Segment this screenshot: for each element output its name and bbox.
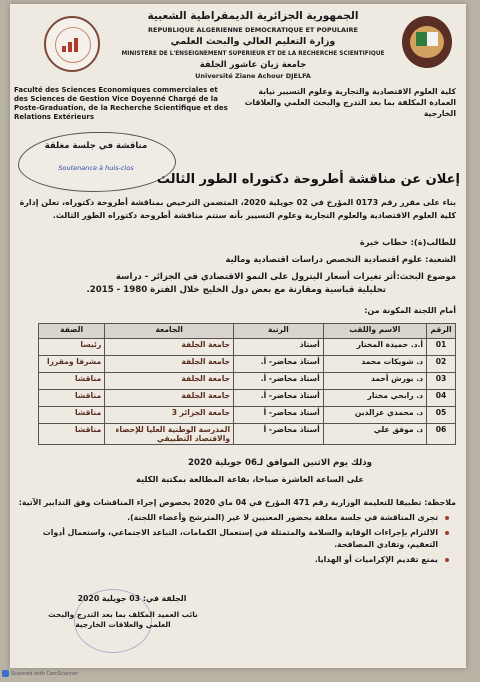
republic-fr: REPUBLIQUE ALGERIENNE DEMOCRATIQUE ET POPULAIRE xyxy=(148,26,358,34)
signature-title: نائب العميد المكلف بما بعد التدرج والبحث العلمي والعلاقات الخارجية xyxy=(48,610,198,629)
col-rank: الرتبة xyxy=(234,324,324,339)
row-university: جامعة الجلفة xyxy=(105,373,234,390)
col-university: الجامعة xyxy=(105,324,234,339)
committee-header: أمام اللجنة المكونة من: xyxy=(364,306,456,315)
row-num: 01 xyxy=(427,339,456,356)
row-num: 06 xyxy=(427,424,456,445)
subject-block xyxy=(18,270,456,297)
row-university: جامعة الجلفة xyxy=(105,356,234,373)
subject-line-2: تحليلية قياسية ومقارنة مع بعض دول الخليج خلال الفترة 1980 - 2015. xyxy=(86,285,386,295)
row-university: جامعة الجلفة xyxy=(105,390,234,407)
row-name: د. محمدي عزالدين xyxy=(323,407,426,424)
list-item: يمنع تقديم الإكراميات أو الهدايا. xyxy=(18,554,438,566)
col-role: الصفة xyxy=(39,324,105,339)
footer-text: Scanned with CamScanner xyxy=(11,671,79,677)
row-university: المدرسة الوطنية العليا للإحصاء والاقتصاد التطبيقي xyxy=(105,424,234,445)
table-row xyxy=(39,373,456,390)
announcement-title: إعلان عن مناقشة أطروحة دكتوراه الطور الثالث xyxy=(156,172,460,187)
row-num: 03 xyxy=(427,373,456,390)
stamp-title: مناقشة في جلسة مغلقة xyxy=(44,141,148,151)
scanner-footer xyxy=(2,670,202,677)
row-role: مناقشا xyxy=(39,424,105,445)
announcement-body: بناء على مقرر رقم 0173 المؤرخ في 02 جويلية 2020، المتضمن الترخيص بمناقشة أطروحة دكتوراه، تعلن إدارة كلية العلوم الاقتصادية والعلوم التجارية وعلوم التسيير بأنه ستتم مناقشة أطروحة دكتوراه الطور الثالث. xyxy=(19,198,456,220)
row-name: د. موفق علي xyxy=(323,424,426,445)
row-role: مناقشا xyxy=(39,407,105,424)
defense-time-place: على الساعة العاشرة صباحا، بقاعة المطالعة بمكتبة الكلية xyxy=(136,474,364,484)
ministry-fr: MINISTERE DE L'ENSEIGNEMENT SUPERIEUR ET DE LA RECHERCHE SCIENTIFIQUE xyxy=(121,51,385,57)
row-role: رئيسا xyxy=(39,339,105,356)
document-page xyxy=(10,4,466,668)
subject-line-1: أثر تغيرات أسعار البترول على النمو الاقتصادي في الجزائر - دراسة xyxy=(115,272,396,282)
row-university: جامعة الجلفة xyxy=(105,339,234,356)
faculty-ar: كلية العلوم الاقتصادية والتجارية وعلوم التسيير نيابة العمادة المكلفة بما بعد التدرج والبحث العلمي والعلاقات الخارجية xyxy=(244,87,456,118)
row-name: د. رابحي مختار xyxy=(323,390,426,407)
candidate-label: للطالب(ة): xyxy=(410,237,456,247)
row-name: أ.د. حميدة المختار xyxy=(323,339,426,356)
table-row xyxy=(39,407,456,424)
table-row xyxy=(39,424,456,445)
row-name: د. شويكات محمد xyxy=(323,356,426,373)
division-line xyxy=(18,254,456,264)
row-role: مشرفا ومقررا xyxy=(39,356,105,373)
row-name: د. بورش أحمد xyxy=(323,373,426,390)
signature-date: الجلفة في: 03 جويلية 2020 xyxy=(77,594,187,603)
row-num: 05 xyxy=(427,407,456,424)
faculty-logo xyxy=(44,16,100,72)
camscanner-icon xyxy=(2,670,9,677)
table-header-row xyxy=(39,324,456,339)
division-label: الشعبة: xyxy=(425,254,456,264)
row-rank: أستاذ محاضر- أ. xyxy=(234,390,324,407)
row-rank: أستاذ محاضر- أ. xyxy=(234,373,324,390)
ministry-ar: وزارة التعليم العالي والبحث العلمي xyxy=(170,36,336,47)
specialty-value: دراسات اقتصادية ومالية xyxy=(225,254,324,264)
row-num: 04 xyxy=(427,390,456,407)
note-intro: ملاحظة: تطبيقا للتعليمة الوزارية رقم 471 المؤرخ في 04 ماي 2020 بخصوص إجراء المناقشات وفق التدابير الآتية: xyxy=(18,498,456,507)
row-rank: أستاذ xyxy=(234,339,324,356)
row-rank: أستاذ محاضر- أ xyxy=(234,424,324,445)
table-row xyxy=(39,356,456,373)
defense-date: وذلك يوم الاثنين الموافق لـ06 جويلية 2020 xyxy=(188,458,372,468)
table-row xyxy=(39,339,456,356)
list-item: تجرى المناقشة في جلسة مغلقة بحضور المعنيين لا غير (المترشح وأعضاء اللجنة). xyxy=(18,512,438,524)
university-fr: Université Ziane Achour DJELFA xyxy=(195,72,311,80)
faculty-fr: Faculté des Sciences Economiques commerciales et des Sciences de Gestion Vice Doyenné Chargé de la Poste-Graduation, de la Recherche Scientifique et des Relations Extérieurs xyxy=(14,86,228,121)
row-role: مناقشا xyxy=(39,390,105,407)
candidate-line xyxy=(130,237,456,247)
candidate-name: حطاب خيرة xyxy=(359,237,408,247)
university-logo xyxy=(402,16,452,68)
row-num: 02 xyxy=(427,356,456,373)
republic-ar: الجمهورية الجزائرية الديمقراطية الشعبية xyxy=(147,10,359,22)
row-university: جامعة الجزائر 3 xyxy=(105,407,234,424)
committee-table xyxy=(38,323,456,445)
row-rank: أستاذ محاضر- أ. xyxy=(234,356,324,373)
col-name: الاسم واللقب xyxy=(323,324,426,339)
stamp-signature: Soutenance à huis-clos xyxy=(58,164,134,172)
list-item: الالتزام بإجراءات الوقاية والسلامة والمتمثلة في إستعمال الكمامات، التباعد الاجتماعي، واستعمال أدوات التعقيم، وتفادي المصافحة. xyxy=(18,527,438,551)
specialty-label: التخصص xyxy=(325,254,361,264)
division-value: علوم اقتصادية xyxy=(363,254,423,264)
measures-list xyxy=(18,512,452,569)
col-num: الرقم xyxy=(427,324,456,339)
university-ar: جامعة زيان عاشور الجلفة xyxy=(199,60,307,70)
row-role: مناقشا xyxy=(39,373,105,390)
table-row xyxy=(39,390,456,407)
subject-label: موضوع البحث: xyxy=(396,271,456,281)
row-rank: أستاذ محاضر- أ xyxy=(234,407,324,424)
chart-icon xyxy=(62,36,84,52)
